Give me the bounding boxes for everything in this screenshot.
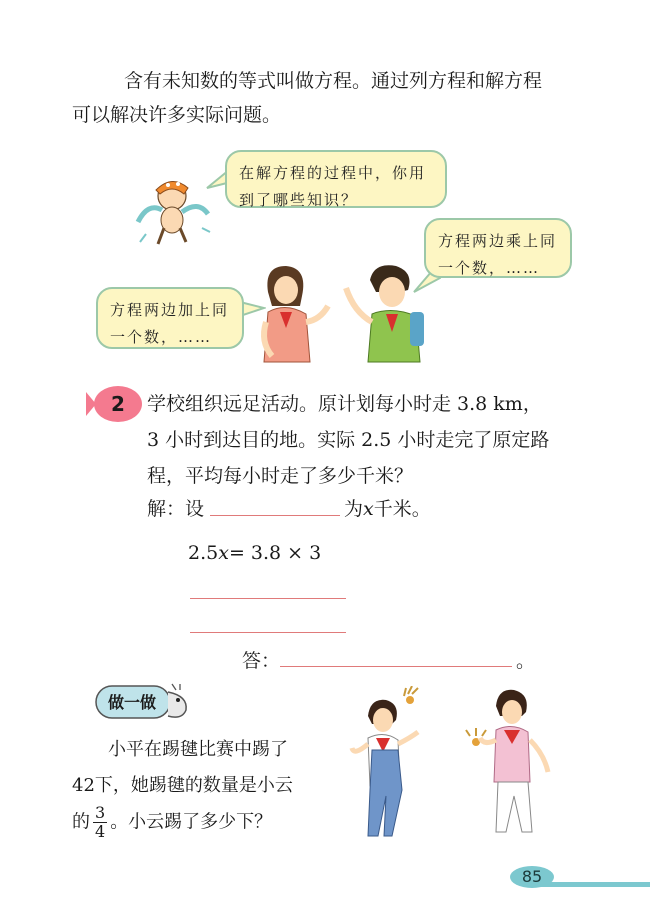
problem-2-line-1: 学校组织远足活动。原计划每小时走 3.8 km， xyxy=(147,393,542,415)
intro-line-1: 含有未知数的等式叫做方程。通过列方程和解方程 xyxy=(124,70,543,92)
practice-text xyxy=(72,732,317,841)
problem-2-text xyxy=(147,386,587,494)
bubble-boy-line-2: 一个数，…… xyxy=(438,259,541,277)
practice-label-badge xyxy=(92,680,192,724)
solve-suffix-group xyxy=(344,494,431,521)
working-blank-2[interactable] xyxy=(190,632,346,633)
bubble-girl-line-2: 一个数，…… xyxy=(110,328,213,346)
answer-end: 。 xyxy=(516,650,536,672)
solve-unit: 千米。 xyxy=(373,498,431,520)
fraction-denominator: 4 xyxy=(95,822,106,841)
answer-label: 答： xyxy=(242,650,281,672)
solve-prefix: 解：设 xyxy=(147,498,205,520)
problem-2-line-2: 3 小时到达目的地。实际 2.5 小时走完了原定路 xyxy=(147,429,550,451)
equation-right: = 3.8 × 3 xyxy=(228,542,322,564)
practice-line-3 xyxy=(72,804,317,841)
practice-line-2: 42下，她踢毽的数量是小云 xyxy=(72,775,293,796)
kicking-shuttlecock-illustration xyxy=(348,686,558,842)
practice-line-1: 小平在踢毽比赛中踢了 xyxy=(108,739,288,760)
problem-number-fish-icon xyxy=(82,382,142,426)
speech-bubble-girl xyxy=(96,287,244,349)
bubble-girl-line-1: 方程两边加上同 xyxy=(110,301,230,319)
bubble-boy-line-1: 方程两边乘上同 xyxy=(438,232,558,250)
speech-bubble-question xyxy=(225,150,447,208)
practice-line-3-suffix: 。小云踢了多少下？ xyxy=(110,811,273,833)
variable-blank[interactable] xyxy=(210,515,340,516)
speech-bubble-boy xyxy=(424,218,572,278)
bubble-question-line-1: 在解方程的过程中，你用 xyxy=(239,164,427,182)
problem-number: 2 xyxy=(111,392,125,416)
fraction-three-quarters xyxy=(93,804,107,841)
problem-2-line-3: 程，平均每小时走了多少千米？ xyxy=(147,465,414,487)
solve-variable: x xyxy=(363,498,374,520)
equation-left: 2.5 xyxy=(188,542,219,564)
students-illustration xyxy=(250,262,440,382)
equation xyxy=(188,542,321,564)
intro-line-2: 可以解决许多实际问题。 xyxy=(72,104,282,126)
answer-blank[interactable] xyxy=(280,666,512,667)
solve-line xyxy=(147,494,204,521)
fraction-numerator: 3 xyxy=(95,803,106,822)
practice-label: 做一做 xyxy=(107,693,157,712)
bubble-question-line-2: 到了哪些知识？ xyxy=(239,191,359,209)
intro-paragraph xyxy=(72,64,592,132)
equation-variable: x xyxy=(218,542,229,564)
page-number: 85 xyxy=(521,867,543,886)
solve-suffix: 为 xyxy=(344,498,364,520)
working-blank-1[interactable] xyxy=(190,598,346,599)
practice-line-3-prefix: 的 xyxy=(72,811,90,833)
